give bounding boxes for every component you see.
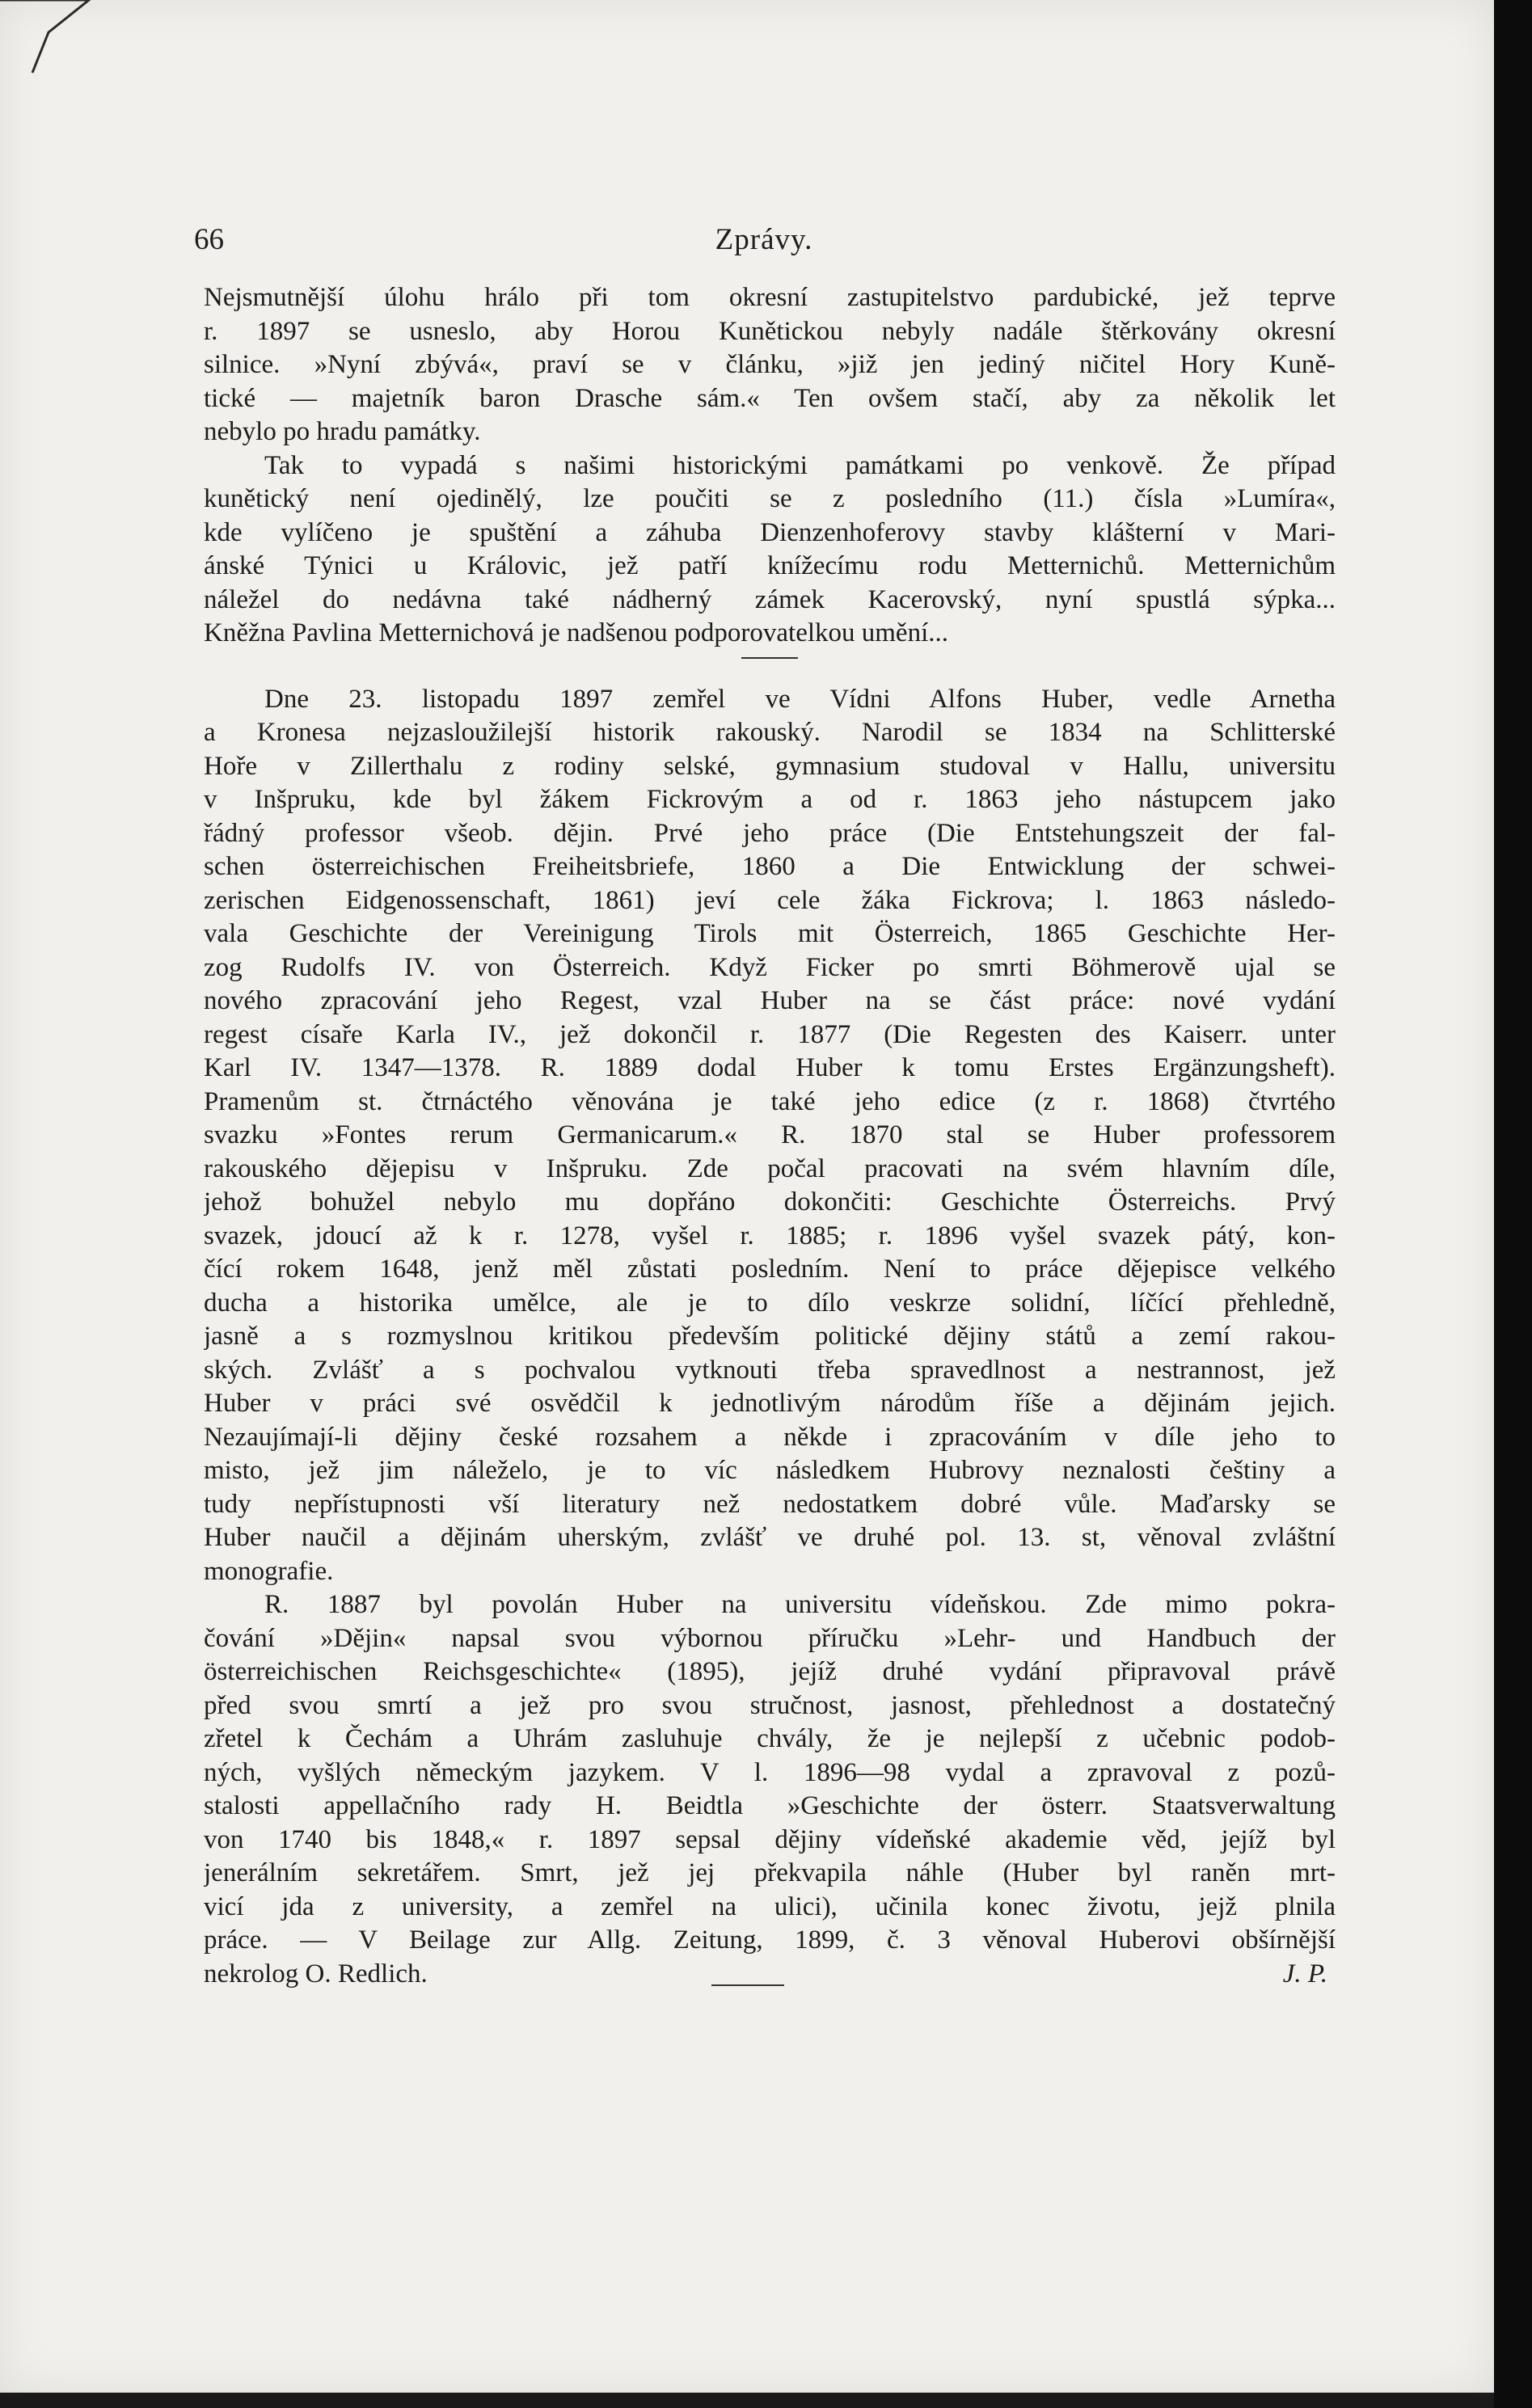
- paragraph-huber-vienna: [204, 1588, 1336, 1991]
- text-line: Nezaujímají-li dějiny české rozsahem a někde i zpracováním v díle jeho to: [204, 1422, 1336, 1452]
- text-line: řádný professor všeob. dějin. Prvé jeho práce (Die Entstehungszeit der fal-: [204, 818, 1336, 848]
- text-line: ných, vyšlých německým jazykem. V l. 1896—98 vydal a zpravoval z pozů-: [204, 1757, 1336, 1787]
- text-line: tudy nepřístupnosti vší literatury než nedostatkem dobré vůle. Maďarsky se: [204, 1489, 1336, 1519]
- text-line: jasně a s rozmyslnou kritikou především politické dějiny států a zemí rakou-: [204, 1322, 1336, 1351]
- text-line: regest císaře Karla IV., jež dokončil r. 1877 (Die Regesten des Kaiserr. unter: [204, 1019, 1336, 1049]
- text-line: Dne 23. listopadu 1897 zemřel ve Vídni Alfons Huber, vedle Arnetha: [264, 684, 1336, 714]
- text-line: v Inšpruku, kde byl žákem Fickrovým a od r. 1863 jeho nástupcem jako: [204, 785, 1336, 814]
- text-line: práce. — V Beilage zur Allg. Zeitung, 1899, č. 3 věnoval Huberovi obšírnější: [204, 1925, 1336, 1955]
- scan-edge: [1494, 0, 1532, 2408]
- text-line: ánské Týnici u Královic, jež patří knížecímu rodu Metternichů. Metternichům: [204, 551, 1336, 580]
- text-line: a Kronesa nejzasloužilejší historik rakouský. Narodil se 1834 na Schlitterské: [204, 718, 1336, 747]
- paragraph-kunetice-1: [204, 281, 1336, 449]
- text-line: svazku »Fontes rerum Germanicarum.« R. 1870 stal se Huber professorem: [204, 1120, 1336, 1149]
- text-line: jehož bohužel nebylo mu dopřáno dokončiti: Geschichte Österreichs. Prvý: [204, 1187, 1336, 1217]
- end-divider: [711, 1984, 784, 1986]
- text-line: vala Geschichte der Vereinigung Tirols mit Österreich, 1865 Geschichte Her-: [204, 919, 1336, 948]
- text-line: čící rokem 1648, jenž měl zůstati posledním. Není to práce dějepisce velkého: [204, 1255, 1336, 1284]
- text-line: jenerálním sekretářem. Smrt, jež jej překvapila náhle (Huber byl raněn mrt-: [204, 1858, 1336, 1887]
- text-line: R. 1887 byl povolán Huber na universitu vídeňskou. Zde mimo pokra-: [264, 1590, 1336, 1619]
- running-head: Zprávy.: [715, 223, 813, 256]
- page-header: [194, 222, 1334, 263]
- text-line: stalosti appellačního rady H. Beidtla »Geschichte der österr. Staatsverwaltung: [204, 1791, 1336, 1820]
- final-line-text: nekrolog O. Redlich.: [204, 1959, 428, 1988]
- paragraph-kunetice-2: [204, 449, 1336, 651]
- text-line: Tak to vypadá s našimi historickými památkami po venkově. Že případ: [264, 450, 1336, 480]
- text-line: kde vylíčeno je spuštění a záhuba Dienzenhoferovy stavby klášterní v Mari-: [204, 517, 1336, 547]
- text-line: schen österreichischen Freiheitsbriefe, 1860 a Die Entwicklung der schwei-: [204, 852, 1336, 881]
- text-line: silnice. »Nyní zbývá«, praví se v článku, »již jen jediný ničitel Hory Kuně-: [204, 350, 1336, 379]
- text-line: ských. Zvlášť a s pochvalou vytknouti třeba spravedlnost a nestrannost, jež: [204, 1355, 1336, 1385]
- page-corner-mark: [0, 0, 97, 81]
- text-line: před svou smrtí a jež pro svou stručnost, jasnost, přehlednost a dostatečný: [204, 1690, 1336, 1720]
- article-text: [204, 281, 1336, 1991]
- page-number: 66: [194, 223, 224, 256]
- text-line: von 1740 bis 1848,« r. 1897 sepsal dějiny vídeňské akademie věd, jejíž byl: [204, 1824, 1336, 1854]
- text-line: Hoře v Zillerthalu z rodiny selské, gymnasium studoval v Hallu, universitu: [204, 751, 1336, 781]
- text-line: vicí jda z university, a zemřel na ulici), učinila konec životu, jejž plnila: [204, 1891, 1336, 1921]
- text-line: Nejsmutnější úlohu hrálo při tom okresní zastupitelstvo pardubické, jež teprve: [204, 283, 1336, 312]
- text-line: misto, jež jim náleželo, je to víc následkem Hubrovy neznalosti češtiny a: [204, 1456, 1336, 1485]
- text-line: nového zpracování jeho Regest, vzal Huber na se část práce: nové vydání: [204, 986, 1336, 1015]
- text-line: Huber naučil a dějinám uherským, zvlášť ve druhé pol. 13. st, věnoval zvláštní: [204, 1523, 1336, 1552]
- text-line: svazek, jdoucí až k r. 1278, vyšel r. 1885; r. 1896 vyšel svazek pátý, kon-: [204, 1221, 1336, 1250]
- text-line: Kněžna Pavlina Metternichová je nadšenou podporovatelkou umění...: [204, 618, 948, 647]
- text-line: nebylo po hradu památky.: [204, 417, 481, 446]
- text-line: rakouského dějepisu v Inšpruku. Zde počal pracovati na svém hlavním díle,: [204, 1153, 1336, 1183]
- text-line: r. 1897 se usneslo, aby Horou Kunětickou nebyly nadále štěrkovány okresní: [204, 316, 1336, 346]
- text-line: Huber v práci své osvědčil k jednotlivým národům říše a dějinám jejich.: [204, 1389, 1336, 1418]
- author-signature: J. P.: [1282, 1959, 1327, 1988]
- text-line: kunětický není ojedinělý, lze poučiti se z posledního (11.) čísla »Lumíra«,: [204, 484, 1336, 513]
- text-line: monografie.: [204, 1556, 334, 1586]
- text-line: zerischen Eidgenossenschaft, 1861) jeví cele žáka Fickrova; l. 1863 následo-: [204, 885, 1336, 915]
- text-line: čování »Dějin« napsal svou výbornou příručku »Lehr- und Handbuch der: [204, 1623, 1336, 1653]
- text-line: tické — majetník baron Drasche sám.« Ten ovšem stačí, aby za několik let: [204, 383, 1336, 413]
- text-line: ducha a historika umělce, ale je to dílo veskrze solidní, líčící přehledně,: [204, 1288, 1336, 1318]
- text-line: Karl IV. 1347—1378. R. 1889 dodal Huber k tomu Erstes Ergänzungsheft).: [204, 1053, 1336, 1082]
- text-line: österreichischen Reichsgeschichte« (1895), jejíž druhé vydání připravoval právě: [204, 1657, 1336, 1686]
- section-divider: [741, 657, 798, 659]
- text-line: Pramenům st. čtrnáctého věnována je také jeho edice (z r. 1868) čtvrtého: [204, 1086, 1336, 1116]
- text-line: zog Rudolfs IV. von Österreich. Když Ficker po smrti Böhmerově ujal se: [204, 952, 1336, 982]
- text-line: zřetel k Čechám a Uhrám zasluhuje chvály, že je nejlepší z učebnic podob-: [204, 1724, 1336, 1753]
- text-line: náležel do nedávna také nádherný zámek Kacerovský, nyní spustlá sýpka...: [204, 584, 1336, 614]
- paragraph-huber-obituary: [204, 683, 1336, 1589]
